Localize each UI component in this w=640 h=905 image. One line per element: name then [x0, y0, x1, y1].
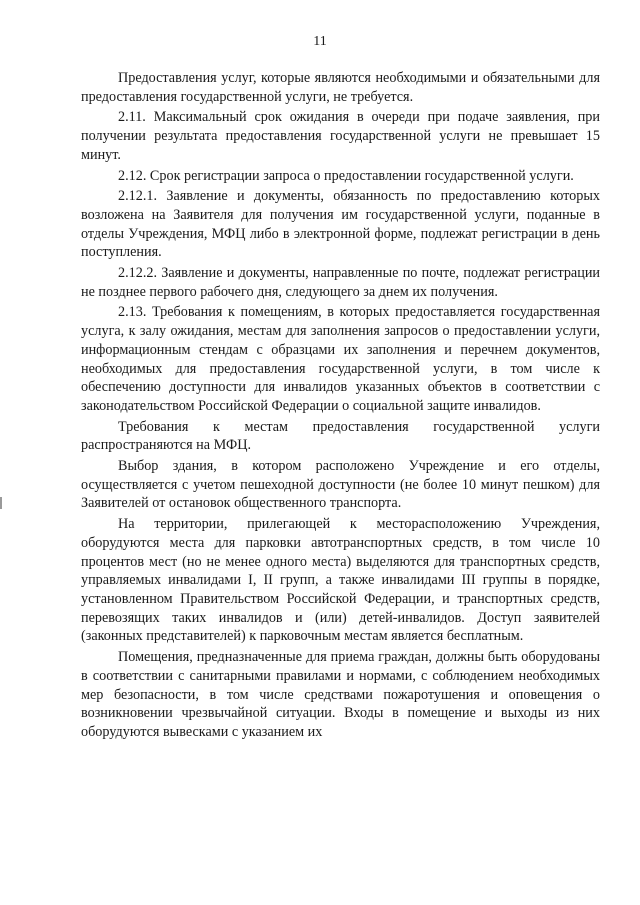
paragraph-2-13-premises-requirements: 2.13. Требования к помещениям, в которых предоставляется государственная услуга, к залу ожидания, местам для заполнения запросов о предоставлении услуги, информационным стендам с образцами их заполнения и перечнем документов, необходимых для предоставления государственной услуги, в том числе к обеспечению доступности для инвалидов указанных объектов в соответствии с законодательством Российской Федерации о социальной защите инвалидов. — [81, 304, 600, 414]
paragraph-parking: На территории, прилегающей к месторасположению Учреждения, оборудуются места для парковки автотранспортных средств, в том числе 10 процентов мест (но не менее одного места) выделяются для транспортных средств, управляемых инвалидами I, II групп, а также инвалидами III группы в порядке, установленном Правительством Российской Федерации, и транспортных средств, перевозящих таких инвалидов и (или) детей-инвалидов. Доступ заявителей (законных представителей) к парковочным местам является бесплатным. — [81, 516, 600, 645]
paragraph-2-12-1: 2.12.1. Заявление и документы, обязанность по предоставлению которых возложена на Заявителя для получения им государственной услуги, поданные в отделы Учреждения, МФЦ либо в электронной форме, подлежат регистрации в день поступления. — [81, 188, 600, 261]
scan-edge-mark — [0, 497, 2, 509]
paragraph-premises-equipment: Помещения, предназначенные для приема граждан, должны быть оборудованы в соответствии с санитарными правилами и нормами, с соблюдением необходимых мер безопасности, в том числе средствами пожаротушения и оповещения о возникновении чрезвычайной ситуации. Входы в помещение и выходы из них оборудуются вывесками с указанием их — [81, 649, 600, 740]
paragraph-2-11-waiting-time: 2.11. Максимальный срок ожидания в очереди при подаче заявления, при получении результата предоставления государственной услуги не превышает 15 минут. — [81, 109, 600, 163]
paragraph-services-not-required: Предоставления услуг, которые являются необходимыми и обязательными для предоставления государственной услуги, не требуется. — [81, 70, 600, 105]
paragraph-2-12-registration-term: 2.12. Срок регистрации запроса о предоставлении государственной услуги. — [118, 167, 574, 184]
document-body — [81, 69, 600, 742]
paragraph-2-12-2: 2.12.2. Заявление и документы, направленные по почте, подлежат регистрации не позднее первого рабочего дня, следующего за днем их получения. — [81, 265, 600, 300]
paragraph-building-choice: Выбор здания, в котором расположено Учреждение и его отделы, осуществляется с учетом пешеходной доступности (не более 10 минут пешком) для Заявителей от остановок общественного транспорта. — [81, 458, 600, 512]
paragraph-mfc-requirements: Требования к местам предоставления государственной услуги распространяются на МФЦ. — [81, 418, 600, 454]
page-number: 11 — [313, 34, 327, 49]
